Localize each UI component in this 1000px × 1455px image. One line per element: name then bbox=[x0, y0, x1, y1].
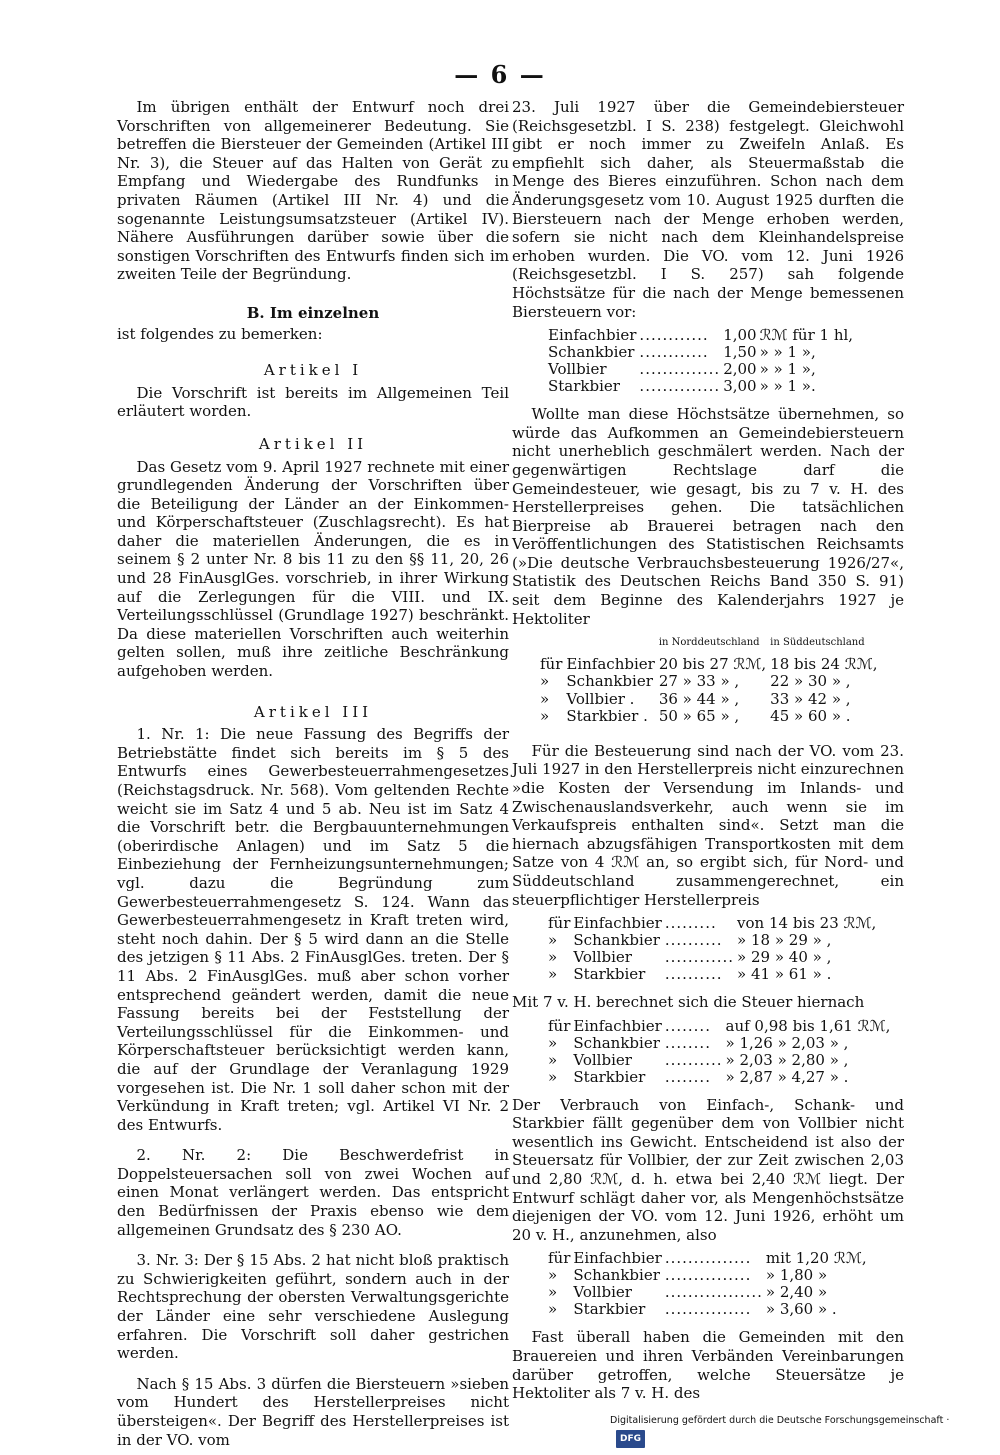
beer-type: Vollbier . bbox=[566, 689, 635, 708]
tax-range: » 2,87 » 4,27 » . bbox=[725, 1067, 849, 1086]
beer-type: Starkbier bbox=[573, 1067, 646, 1086]
row-prefix: » bbox=[540, 672, 550, 691]
right-paragraph-4: Mit 7 v. H. berechnet sich die Steuer hiernach bbox=[512, 993, 865, 1012]
beer-type: Starkbier bbox=[548, 377, 620, 396]
table-row bbox=[540, 673, 882, 691]
tax-range: auf 0,98 bis 1,61 ℛℳ, bbox=[725, 1016, 891, 1035]
beer-type: Starkbier bbox=[573, 1300, 646, 1319]
header-south: in Süddeutschland bbox=[770, 637, 865, 649]
price-north: 20 bis 27 ℛℳ, bbox=[658, 654, 767, 673]
row-prefix: » bbox=[548, 965, 558, 984]
article-3-paragraph-4: Nach § 15 Abs. 3 dürfen die Biersteuern »sieben vom Hundert des Herstellerpreises nicht übersteigen«. Der Begriff des Herstellerpreises ist in der VO. vom bbox=[117, 1374, 509, 1449]
rate-value: 3,00 bbox=[723, 377, 757, 396]
right-paragraph-1: 23. Juli 1927 über die Gemeindebiersteuer (Reichsgesetzbl. I S. 238) festgelegt. Gleichwohl gibt er noch immer zu Zweifeln Anlaß. Es empfiehlt sich daher, als Steuermaßstab die Menge des Bieres einzuführen. Schon nach dem Änderungsgesetz vom 10. August 1925 durften die Biersteuern nach der Menge erhoben werden, sofern sie nicht nach dem Kleinhandelspreise erhoben wurden. Die VO. vom 12. Juni 1926 (Reichsgesetzbl. I S. 257) sah folgende Höchstsätze für die nach der Menge bemessenen Biersteuern vor: bbox=[512, 98, 904, 321]
beer-type: Einfachbier bbox=[573, 914, 662, 933]
proposed-rate: » 3,60 » . bbox=[765, 1300, 837, 1319]
row-prefix: » bbox=[548, 1067, 558, 1086]
leader-dots: ............... bbox=[664, 1249, 752, 1268]
table-row bbox=[548, 344, 856, 361]
beer-type: Einfachbier bbox=[573, 1249, 662, 1268]
section-b-heading: B. Im einzelnen bbox=[246, 303, 380, 322]
proposed-rate: mit 1,20 ℛℳ, bbox=[765, 1249, 867, 1268]
row-prefix: » bbox=[548, 1033, 558, 1052]
beer-type: Schankbier bbox=[573, 1033, 660, 1052]
tax-range: » 2,03 » 2,80 » , bbox=[725, 1050, 849, 1069]
leader-dots: ............... bbox=[664, 1300, 752, 1319]
table-row bbox=[548, 966, 879, 983]
price-north: 27 » 33 » , bbox=[658, 672, 740, 691]
article-3-heading: Artikel III bbox=[253, 702, 373, 721]
right-column bbox=[512, 98, 904, 1409]
footer-credit: Digitalisierung gefördert durch die Deutsche Forschungsgemeinschaft · bbox=[610, 1415, 950, 1426]
table-header-row bbox=[540, 634, 882, 656]
leader-dots: ......... bbox=[664, 914, 717, 933]
article-3-paragraph-2: 2. Nr. 2: Die Beschwerdefrist in Doppelsteuersachen soll von zwei Wochen auf einen Monat verlängert werden. Das entspricht den Bedürfnissen der Praxis ebenso wie dem allgemeinen Grundsatz des § 230 AO. bbox=[117, 1146, 509, 1239]
article-1-text: Die Vorschrift ist bereits im Allgemeinen Teil erläutert worden. bbox=[117, 383, 509, 421]
price-south: 22 » 30 » , bbox=[770, 672, 851, 691]
beer-type: Starkbier . bbox=[566, 707, 648, 726]
leader-dots: ............... bbox=[664, 1266, 752, 1285]
leader-dots: .............. bbox=[639, 360, 721, 379]
leader-dots: .......... bbox=[664, 965, 723, 984]
row-prefix: » bbox=[548, 931, 558, 950]
proposed-rate: » 2,40 » bbox=[765, 1283, 828, 1302]
leader-dots: .......... bbox=[664, 1050, 723, 1069]
taxable-price-table bbox=[548, 915, 879, 983]
right-paragraph-6: Fast überall haben die Gemeinden mit den Brauereien und ihren Verbänden Vereinbarungen darüber getroffen, welche Steuersätze je Hektoliter als 7 v. H. des bbox=[512, 1328, 904, 1403]
article-3-paragraph-1: 1. Nr. 1: Die neue Fassung des Begriffs der Betriebstätte findet sich bereits im § 5 des Entwurfs eines Gewerbesteuerrahmengesetzes (Reichstagsdruck. Nr. 568). Vom geltenden Rechte weicht sie im Satz 4 und 5 ab. Neu ist im Satz 4 die Vorschrift betr. die Bergbauunternehmungen (oberirdische Anlagen) und im Satz 5 die Einbeziehung der Fernheizungsunternehmungen; vgl. dazu die Begründung zum Gewerbesteuerrahmengesetz S. 124. Wann das Gewerbesteuerrahmengesetz in Kraft treten wird, steht noch dahin. Der § 5 wird dann an die Stelle des jetzigen § 11 Abs. 2 FinAusglGes. treten. Der § 11 Abs. 2 FinAusglGes. muß aber schon vorher entsprechend geändert werden, damit die neue Fassung bereits bei der Feststellung der Verteilungsschlüssel für die Einkommen- und Körperschaftsteuer berücksichtigt werden kann, die auf der Grundlage der Veranlagung 1929 vorgesehen ist. Die Nr. 1 soll daher schon mit der Verkündung in Kraft treten; vgl. Artikel VI Nr. 2 des Entwurfs. bbox=[117, 725, 509, 1134]
table-row bbox=[548, 1301, 870, 1318]
rate-value: 1,00 bbox=[723, 326, 757, 345]
rate-value: 2,00 bbox=[723, 360, 757, 379]
price-south: 18 bis 24 ℛℳ, bbox=[770, 654, 878, 673]
price-range: von 14 bis 23 ℛℳ, bbox=[737, 914, 877, 933]
left-column bbox=[117, 98, 509, 1455]
table-row bbox=[540, 691, 882, 709]
row-prefix: für bbox=[540, 654, 563, 673]
page-number: — 6 — bbox=[454, 60, 546, 89]
dfg-logo: DFG bbox=[616, 1430, 645, 1448]
price-range: » 29 » 40 » , bbox=[737, 948, 832, 967]
beer-type: Schankbier bbox=[573, 1266, 660, 1285]
leader-dots: ................. bbox=[664, 1283, 763, 1302]
table-row bbox=[548, 1267, 870, 1284]
table-row bbox=[548, 932, 879, 949]
table-row bbox=[548, 1018, 893, 1035]
price-range: » 18 » 29 » , bbox=[737, 931, 832, 950]
digitization-footer bbox=[610, 1413, 982, 1444]
row-prefix: » bbox=[548, 1050, 558, 1069]
row-prefix: » bbox=[540, 689, 550, 708]
leader-dots: ........ bbox=[664, 1016, 711, 1035]
right-paragraph-3: Für die Besteuerung sind nach der VO. vom 23. Juli 1927 in den Herstellerpreis nicht einzurechnen »die Kosten der Versendung im Inlands- und Zwischenauslandsverkehr, auch wenn sie im Verkaufspreis enthalten sind«. Setzt man die hiernach abzugsfähigen Transportkosten mit dem Satze von 4 ℛℳ an, so ergibt sich, für Nord- und Süddeutschland zusammengerechnet, ein steuerpflichtiger Herstellerpreis bbox=[512, 741, 904, 909]
row-prefix: » bbox=[540, 707, 550, 726]
row-prefix: für bbox=[548, 914, 571, 933]
article-2-text: Das Gesetz vom 9. April 1927 rechnete mit einer grundlegenden Änderung der Vorschriften über die Beteiligung der Länder an der Einkommen- und Körperschaftsteuer (Zuschlagsrecht). Es hat daher die materiellen Änderungen, die es in seinem § 2 unter Nr. 8 bis 11 zu den §§ 11, 20, 26 und 28 FinAusglGes. vorschrieb, in ihrer Wirkung auf die Zerlegungen für die VIII. und IX. Verteilungsschlüssel (Grundlage 1927) beschränkt. Da diese materiellen Vorschriften auch weiterhin gelten sollen, muß ihre zeitliche Beschränkung aufgehoben werden. bbox=[117, 457, 509, 681]
row-prefix: für bbox=[548, 1016, 571, 1035]
price-south: 33 » 42 » , bbox=[770, 689, 851, 708]
rate-unit: » » 1 ». bbox=[759, 377, 816, 396]
price-range: » 41 » 61 » . bbox=[737, 965, 832, 984]
table-row bbox=[540, 656, 882, 674]
table-row bbox=[548, 378, 856, 395]
beer-type: Einfachbier bbox=[573, 1016, 662, 1035]
beer-type: Vollbier bbox=[573, 1283, 632, 1302]
table-row bbox=[548, 1069, 893, 1086]
table-row bbox=[548, 1035, 893, 1052]
table-row bbox=[548, 1052, 893, 1069]
intro-paragraph: Im übrigen enthält der Entwurf noch drei Vorschriften von allgemeinerer Bedeutung. Sie betreffen die Biersteuer der Gemeinden (Artikel III Nr. 3), die Steuer auf das Halten von Gerät zu Empfang und Wiedergabe des Rundfunks in privaten Räumen (Artikel III Nr. 4) und die sogenannte Leistungsumsatzsteuer (Artikel IV). Nähere Ausführungen darüber sowie über die sonstigen Vorschriften des Entwurfs finden sich im zweiten Teile der Begründung. bbox=[117, 98, 509, 284]
article-2-heading: Artikel II bbox=[258, 434, 368, 453]
beer-type: Schankbier bbox=[548, 343, 635, 362]
price-north: 50 » 65 » , bbox=[658, 707, 740, 726]
right-paragraph-2: Wollte man diese Höchstsätze übernehmen, so würde das Aufkommen an Gemeindebiersteuern nicht unerheblich geschmälert werden. Nach der gegenwärtigen Rechtslage darf die Gemeindesteuer, wie gesagt, bis zu 7 v. H. des Herstellerpreises gehen. Die tatsächlichen Bierpreise ab Brauerei betragen nach den Veröffentlichungen des Statistischen Reichsamts (»Die deutsche Verbrauchsbesteuerung 1926/27«, Statistik des Deutschen Reichs Band 350 S. 91) seit dem Beginne des Kalenderjahrs 1927 je Hektoliter bbox=[512, 405, 904, 628]
rate-unit: ℛℳ für 1 hl, bbox=[759, 326, 854, 345]
beer-type: Einfachbier bbox=[566, 654, 655, 673]
leader-dots: ............ bbox=[639, 326, 709, 345]
price-north: 36 » 44 » , bbox=[658, 689, 740, 708]
table-row bbox=[548, 327, 856, 344]
article-3-paragraph-3: 3. Nr. 3: Der § 15 Abs. 2 hat nicht bloß praktisch zu Schwierigkeiten geführt, sondern auch in der Rechtsprechung der obersten Verwaltungsgerichte der Länder eine sehr verschiedene Auslegung erfahren. Die Vorschrift soll daher gestrichen werden. bbox=[117, 1251, 509, 1363]
table-row bbox=[548, 1250, 870, 1267]
beer-type: Starkbier bbox=[573, 965, 646, 984]
table-row bbox=[548, 361, 856, 378]
leader-dots: .............. bbox=[639, 377, 721, 396]
row-prefix: » bbox=[548, 948, 558, 967]
right-paragraph-5: Der Verbrauch von Einfach-, Schank- und Starkbier fällt gegenüber dem von Vollbier nicht wesentlich ins Gewicht. Entscheidend ist also der Steuersatz für Vollbier, der zur Zeit zwischen 2,03 und 2,80 ℛℳ, d. h. etwa bei 2,40 ℛℳ liegt. Der Entwurf schlägt daher vor, als Mengenhöchstsätze diejenigen der VO. vom 12. Juni 1926, erhöht um 20 v. H., anzunehmen, also bbox=[512, 1095, 904, 1244]
header-spacer bbox=[566, 634, 658, 656]
tax-range-table bbox=[548, 1018, 893, 1086]
leader-dots: ........ bbox=[664, 1033, 711, 1052]
table-row bbox=[548, 1284, 870, 1301]
rate-value: 1,50 bbox=[723, 343, 757, 362]
rate-unit: » » 1 », bbox=[759, 343, 816, 362]
proposed-rate: » 1,80 » bbox=[765, 1266, 828, 1285]
leader-dots: .......... bbox=[664, 931, 723, 950]
beer-type: Vollbier bbox=[573, 948, 632, 967]
section-b-subline: ist folgendes zu bemerken: bbox=[117, 324, 323, 343]
beer-type: Schankbier bbox=[573, 931, 660, 950]
row-prefix: » bbox=[548, 1300, 558, 1319]
beer-type: Einfachbier bbox=[548, 326, 637, 345]
proposed-rate-table bbox=[548, 1250, 870, 1318]
header-spacer bbox=[540, 634, 566, 656]
table-row bbox=[540, 708, 882, 726]
leader-dots: ............ bbox=[639, 343, 709, 362]
article-1-heading: Artikel I bbox=[263, 361, 363, 380]
regional-price-table bbox=[540, 634, 882, 726]
table-row bbox=[548, 915, 879, 932]
row-prefix: » bbox=[548, 1266, 558, 1285]
price-south: 45 » 60 » . bbox=[770, 707, 851, 726]
beer-type: Schankbier bbox=[566, 672, 653, 691]
beer-type: Vollbier bbox=[548, 360, 607, 379]
leader-dots: ........ bbox=[664, 1067, 711, 1086]
tax-range: » 1,26 » 2,03 » , bbox=[725, 1033, 849, 1052]
rate-table-1926 bbox=[548, 327, 856, 395]
rate-unit: » » 1 », bbox=[759, 360, 816, 379]
header-north: in Norddeutschland bbox=[658, 637, 760, 649]
row-prefix: für bbox=[548, 1249, 571, 1268]
leader-dots: ............ bbox=[664, 948, 735, 967]
table-row bbox=[548, 949, 879, 966]
row-prefix: » bbox=[548, 1283, 558, 1302]
beer-type: Vollbier bbox=[573, 1050, 632, 1069]
